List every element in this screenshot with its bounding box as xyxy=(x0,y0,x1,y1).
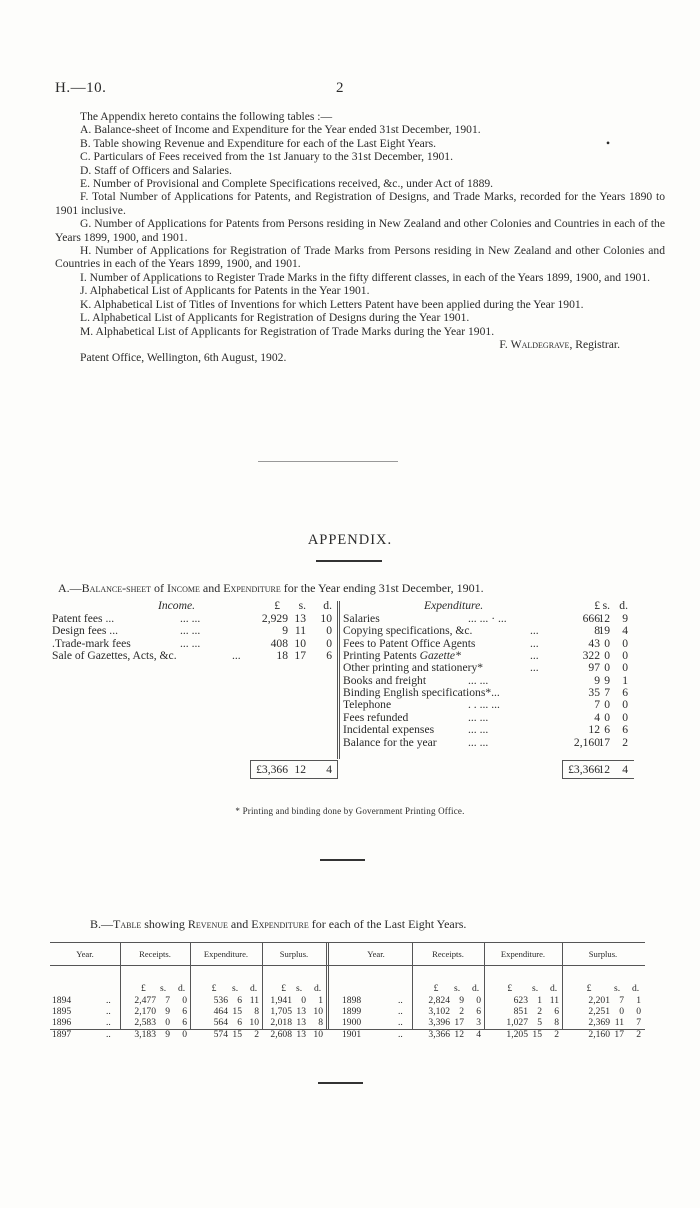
expenditure-shillings: 0 xyxy=(604,698,610,712)
leader-dots: .. xyxy=(106,995,111,1006)
expenditure-label: Balance for the year xyxy=(343,735,437,749)
expenditure-pence: 0 xyxy=(622,710,628,724)
amount-pence: 1 xyxy=(636,995,641,1006)
amount-pence: 10 xyxy=(249,1017,259,1029)
amount-pence: 8 xyxy=(254,1006,259,1018)
expenditure-total-pounds: £3,366 xyxy=(568,763,600,776)
table-column-rule xyxy=(328,942,329,1029)
amount-shillings: 6 xyxy=(237,995,242,1006)
amount-pounds: 3,102 xyxy=(428,1006,450,1018)
expenditure-leader-dots: ... xyxy=(530,661,539,675)
amount-pence: 11 xyxy=(549,995,559,1006)
contents-item-h: H. Number of Applications for Registration of Trade Marks from Persons residing in New Zealand and other Colonies and Countries in each of the Years 1899, 1900, and 1901. xyxy=(55,244,665,271)
amount-pounds: 2,824 xyxy=(428,995,450,1006)
income-label: Design fees ... xyxy=(52,624,119,638)
expenditure-pounds: 666 xyxy=(582,612,600,625)
amount-pence: 0 xyxy=(182,1028,187,1040)
amount-shillings: 15 xyxy=(532,1028,542,1040)
income-shillings: 11 xyxy=(294,624,306,638)
expenditure-total-pence: 4 xyxy=(622,763,628,776)
stray-mark-icon: • xyxy=(605,136,610,150)
contents-item-g: G. Number of Applications for Patents from Persons residing in New Zealand and other Colonies and Countries in each of the Years 1899, 1900, and 1901. xyxy=(55,217,665,244)
column-header: Expenditure. xyxy=(500,949,546,959)
expenditure-pounds: 9 xyxy=(594,673,600,687)
amount-pounds: 1,027 xyxy=(506,1017,528,1029)
amount-shillings: 9 xyxy=(459,995,464,1006)
amount-pounds: 2,201 xyxy=(588,995,610,1006)
expenditure-label: Books and freight xyxy=(343,673,427,687)
expenditure-label: Salaries xyxy=(343,612,380,625)
amount-pounds: 2,018 xyxy=(270,1017,292,1029)
amount-shillings: 6 xyxy=(237,1017,242,1029)
column-header: Receipts. xyxy=(432,949,464,959)
amount-pounds: 2,477 xyxy=(134,995,156,1006)
expenditure-leader-dots: ... ... xyxy=(468,673,489,687)
expenditure-label: Printing Patents Gazette* xyxy=(343,649,461,663)
expenditure-shillings: 9 xyxy=(604,673,610,687)
income-heading: Income. xyxy=(158,599,196,612)
income-pence: 6 xyxy=(326,649,332,663)
amount-shillings: 13 xyxy=(296,1028,306,1040)
unit-shillings: s. xyxy=(532,983,539,994)
contents-item-b: B. Table showing Revenue and Expenditure for each of the Last Eight Years. • xyxy=(80,136,610,150)
contents-item-f: F. Total Number of Applications for Patents, and Registration of Designs, and Trade Marks, recorded for the Years 1890 to 1901 inclusive. xyxy=(55,190,665,217)
amount-shillings: 12 xyxy=(454,1028,464,1040)
expenditure-pounds: 322 xyxy=(582,649,600,663)
amount-pounds: 1,705 xyxy=(270,1006,292,1018)
income-shillings: 13 xyxy=(294,612,306,625)
expenditure-pence: 6 xyxy=(622,686,628,700)
expenditure-pounds: 43 xyxy=(588,636,600,650)
unit-pounds: £ xyxy=(211,983,217,994)
leader-dots: .. xyxy=(106,1017,111,1029)
expenditure-pounds: 8 xyxy=(594,624,600,638)
amount-shillings: 7 xyxy=(619,995,624,1006)
expenditure-label: Binding English specifications*... xyxy=(343,686,500,700)
amount-pence: 8 xyxy=(318,1017,323,1029)
amount-pence: 2 xyxy=(636,1028,641,1040)
expenditure-shillings: 0 xyxy=(604,636,610,650)
unit-pence: d. xyxy=(178,983,186,994)
column-header: Surplus. xyxy=(588,949,618,959)
amount-pence: 11 xyxy=(249,995,259,1006)
income-total-pounds: £3,366 xyxy=(256,763,288,776)
expenditure-pounds: 4 xyxy=(594,710,600,724)
column-header: Surplus. xyxy=(279,949,309,959)
amount-shillings: 9 xyxy=(165,1006,170,1018)
table-top-rule xyxy=(50,942,645,943)
leader-dots: .. xyxy=(106,1028,111,1040)
income-shillings: 17 xyxy=(294,649,306,663)
amount-pounds: 2,170 xyxy=(134,1006,156,1018)
amount-pounds: 2,583 xyxy=(134,1017,156,1029)
unit-pence: d. xyxy=(250,983,258,994)
amount-pence: 6 xyxy=(182,1006,187,1018)
expenditure-leader-dots: ... ... xyxy=(468,735,489,749)
amount-shillings: 1 xyxy=(537,995,542,1006)
income-pence-head: d. xyxy=(323,599,332,612)
column-header: Receipts. xyxy=(139,949,171,959)
contents-item-l: L. Alphabetical List of Applicants for Registration of Designs during the Year 1901. xyxy=(80,311,470,325)
income-leader-dots: ... ... xyxy=(180,624,201,638)
amount-pounds: 3,366 xyxy=(428,1028,450,1040)
amount-pence: 7 xyxy=(636,1017,641,1029)
amount-pounds: 536 xyxy=(213,995,228,1006)
table-row-year: 1899 xyxy=(342,1006,362,1018)
expenditure-label: Fees to Patent Office Agents xyxy=(343,636,476,650)
amount-pounds: 3,396 xyxy=(428,1017,450,1029)
expenditure-leader-dots: . . ... ... xyxy=(468,698,500,712)
unit-pence: d. xyxy=(550,983,558,994)
expenditure-pounds-head: £ xyxy=(594,599,600,612)
amount-pence: 6 xyxy=(476,1006,481,1018)
table-row-year: 1896 xyxy=(52,1017,72,1029)
table-row-year: 1897 xyxy=(52,1028,72,1040)
income-pounds: 408 xyxy=(270,636,288,650)
amount-pence: 2 xyxy=(254,1028,259,1040)
amount-pence: 10 xyxy=(313,1006,323,1018)
amount-shillings: 17 xyxy=(454,1017,464,1029)
place-date: Patent Office, Wellington, 6th August, 1902. xyxy=(80,351,287,365)
table-row-year: 1900 xyxy=(342,1017,362,1029)
amount-shillings: 5 xyxy=(537,1017,542,1029)
leader-dots: .. xyxy=(398,1017,403,1029)
amount-shillings: 9 xyxy=(165,1028,170,1040)
appendix-title: APPENDIX. xyxy=(307,532,393,548)
amount-shillings: 0 xyxy=(619,1006,624,1018)
amount-pence: 10 xyxy=(313,1028,323,1040)
table-header-rule xyxy=(50,965,645,966)
contents-item-i: I. Number of Applications to Register Trade Marks in the fifty different classes, in each of the Years 1899, 1900, and 1901. xyxy=(80,270,651,284)
amount-pounds: 2,369 xyxy=(588,1017,610,1029)
expenditure-pence-head: d. xyxy=(619,599,628,612)
expenditure-pence: 2 xyxy=(622,735,628,749)
expenditure-shillings: 6 xyxy=(604,723,610,737)
end-divider xyxy=(318,1082,363,1084)
amount-pounds: 2,160 xyxy=(588,1028,610,1040)
unit-pounds: £ xyxy=(141,983,146,994)
leader-dots: .. xyxy=(398,1028,403,1040)
amount-shillings: 0 xyxy=(301,995,306,1006)
table-row-year: 1898 xyxy=(342,995,362,1006)
column-header: Year. xyxy=(76,949,94,959)
expenditure-shillings-head: s. xyxy=(602,599,610,612)
expenditure-shillings: 0 xyxy=(604,710,610,724)
expenditure-shillings: 0 xyxy=(604,661,610,675)
table-column-rule xyxy=(326,942,327,1029)
amount-shillings: 17 xyxy=(614,1028,624,1040)
contents-intro: The Appendix hereto contains the following tables :— xyxy=(80,110,333,123)
unit-shillings: s. xyxy=(296,983,303,994)
signature: F. Waldegrave, Registrar. xyxy=(499,337,620,351)
expenditure-leader-dots: ... xyxy=(530,624,539,638)
table-row-year: 1901 xyxy=(342,1028,362,1040)
income-leader-dots: ... ... xyxy=(180,636,201,650)
amount-shillings: 2 xyxy=(537,1006,542,1018)
contents-item-m: M. Alphabetical List of Applicants for Registration of Trade Marks during the Year 1901. xyxy=(80,324,495,338)
balance-sheet-title: A.—Balance-sheet of Income and Expenditure for the Year ending 31st December, 1901. xyxy=(58,581,484,595)
amount-shillings: 11 xyxy=(614,1017,624,1029)
contents-item-d: D. Staff of Officers and Salaries. xyxy=(80,163,232,177)
leader-dots: .. xyxy=(398,1006,403,1018)
expenditure-shillings: 0 xyxy=(604,649,610,663)
expenditure-label: Copying specifications, &c. xyxy=(343,624,473,638)
expenditure-label: Other printing and stationery* xyxy=(343,661,484,675)
amount-shillings: 0 xyxy=(165,1017,170,1029)
unit-shillings: s. xyxy=(232,983,239,994)
expenditure-leader-dots: ... ... · ... xyxy=(468,612,507,625)
expenditure-label: Fees refunded xyxy=(343,710,409,724)
income-pence: 10 xyxy=(320,612,332,625)
expenditure-leader-dots: ... ... xyxy=(468,723,489,737)
amount-shillings: 13 xyxy=(296,1006,306,1018)
expenditure-label: Telephone xyxy=(343,698,392,712)
income-total-shillings: 12 xyxy=(294,763,306,776)
expenditure-pence: 4 xyxy=(622,624,628,638)
expenditure-label: Incidental expenses xyxy=(343,723,435,737)
amount-shillings: 15 xyxy=(232,1028,242,1040)
amount-pounds: 3,183 xyxy=(134,1028,156,1040)
amount-pounds: 2,251 xyxy=(588,1006,610,1018)
income-pounds: 9 xyxy=(282,624,288,638)
expenditure-shillings: 19 xyxy=(598,624,610,638)
income-leader-dots: ... ... xyxy=(180,612,201,625)
unit-pence: d. xyxy=(632,983,640,994)
amount-pounds: 1,941 xyxy=(270,995,292,1006)
revenue-table-title: B.—Table showing Revenue and Expenditure for each of the Last Eight Years. xyxy=(90,917,467,931)
income-label: Sale of Gazettes, Acts, &c. xyxy=(52,649,177,663)
expenditure-leader-dots: ... ... xyxy=(468,710,489,724)
document-reference: H.—10. xyxy=(55,80,107,96)
unit-pence: d. xyxy=(314,983,322,994)
income-pounds: 18 xyxy=(276,649,288,663)
income-pence: 0 xyxy=(326,624,332,638)
unit-pounds: £ xyxy=(281,983,286,994)
contents-item-e: E. Number of Provisional and Complete Specifications received, &c., under Act of 1889. xyxy=(80,177,494,191)
expenditure-pence: 0 xyxy=(622,636,628,650)
page-number: 2 xyxy=(336,80,344,96)
expenditure-pence: 6 xyxy=(622,723,628,737)
income-pounds: 2,929 xyxy=(261,612,288,625)
amount-pounds: 464 xyxy=(213,1006,228,1018)
amount-pounds: 623 xyxy=(513,995,528,1006)
contents-item-j: J. Alphabetical List of Applicants for Patents in the Year 1901. xyxy=(80,284,370,298)
amount-pence: 6 xyxy=(554,1006,559,1018)
expenditure-pounds: 35 xyxy=(588,686,600,700)
expenditure-pence: 1 xyxy=(622,673,628,687)
amount-pounds: 1,205 xyxy=(506,1028,528,1040)
table-row-year: 1895 xyxy=(52,1006,72,1018)
unit-pounds: £ xyxy=(507,983,513,994)
amount-pence: 0 xyxy=(476,995,481,1006)
amount-shillings: 2 xyxy=(459,1006,464,1018)
amount-shillings: 7 xyxy=(165,995,170,1006)
expenditure-leader-dots: ... xyxy=(530,649,539,663)
unit-pounds: £ xyxy=(586,983,592,994)
expenditure-pence: 0 xyxy=(622,649,628,663)
expenditure-pence: 9 xyxy=(622,612,628,625)
income-pounds-head: £ xyxy=(274,599,280,612)
expenditure-pence: 0 xyxy=(622,698,628,712)
expenditure-heading: Expenditure. xyxy=(424,599,484,612)
amount-pence: 0 xyxy=(182,995,187,1006)
column-header: Year. xyxy=(367,949,385,959)
unit-shillings: s. xyxy=(160,983,167,994)
amount-pence: 4 xyxy=(476,1028,481,1040)
amount-pence: 8 xyxy=(554,1017,559,1029)
contents-item-c: C. Particulars of Fees received from the 1st January to the 31st December, 1901. xyxy=(80,150,454,164)
expenditure-pence: 0 xyxy=(622,661,628,675)
column-header: Expenditure. xyxy=(203,949,249,959)
amount-shillings: 15 xyxy=(232,1006,242,1018)
amount-pence: 6 xyxy=(182,1017,187,1029)
expenditure-shillings: 17 xyxy=(598,735,610,749)
unit-pounds: £ xyxy=(433,983,439,994)
income-label: .Trade-mark fees xyxy=(52,636,131,650)
amount-pence: 1 xyxy=(318,995,323,1006)
expenditure-pounds: 7 xyxy=(594,698,600,712)
income-shillings: 10 xyxy=(294,636,306,650)
unit-shillings: s. xyxy=(454,983,461,994)
amount-pounds: 564 xyxy=(213,1017,228,1029)
amount-pounds: 2,608 xyxy=(270,1028,292,1040)
contents-item-k: K. Alphabetical List of Titles of Inventions for which Letters Patent have been applied during the Year 1901. xyxy=(80,297,584,311)
income-shillings-head: s. xyxy=(298,599,306,612)
expenditure-leader-dots: ... xyxy=(530,636,539,650)
unit-pence: d. xyxy=(472,983,480,994)
income-pence: 0 xyxy=(326,636,332,650)
expenditure-shillings: 7 xyxy=(604,686,610,700)
expenditure-total-shillings: 12 xyxy=(598,763,610,776)
amount-pence: 3 xyxy=(476,1017,481,1029)
amount-shillings: 13 xyxy=(296,1017,306,1029)
amount-pence: 2 xyxy=(554,1028,559,1040)
expenditure-pounds: 97 xyxy=(588,661,600,675)
amount-pence: 0 xyxy=(636,1006,641,1018)
expenditure-shillings: 12 xyxy=(598,612,610,625)
income-label: Patent fees ... xyxy=(52,612,115,625)
contents-item-a: A. Balance-sheet of Income and Expenditure for the Year ended 31st December, 1901. xyxy=(80,123,481,137)
leader-dots: .. xyxy=(106,1006,111,1018)
income-leader-dots: ... xyxy=(232,649,241,663)
amount-pounds: 574 xyxy=(213,1028,228,1040)
table-row-year: 1894 xyxy=(52,995,72,1006)
expenditure-pounds: 12 xyxy=(588,723,600,737)
footnote: * Printing and binding done by Government Printing Office. xyxy=(235,806,465,816)
expenditure-pounds: 2,160 xyxy=(573,735,600,749)
amount-pounds: 851 xyxy=(513,1006,528,1018)
leader-dots: .. xyxy=(398,995,403,1006)
income-total-pence: 4 xyxy=(326,763,332,776)
unit-shillings: s. xyxy=(614,983,621,994)
